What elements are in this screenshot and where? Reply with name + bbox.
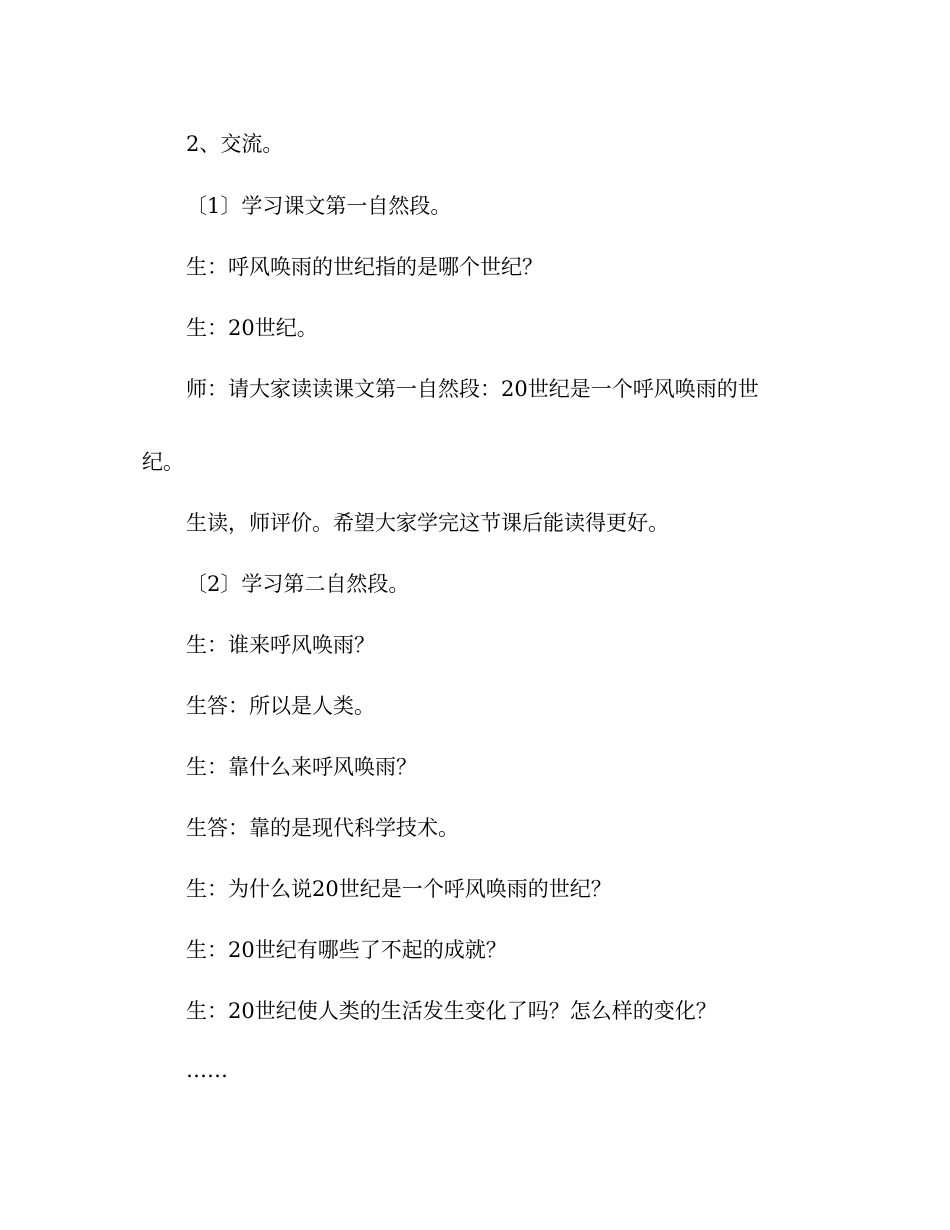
dialogue-line: 生：20世纪使人类的生活发生变化了吗？怎么样的变化？: [186, 999, 717, 1023]
dialogue-line: 生：20世纪有哪些了不起的成就？: [186, 938, 507, 962]
section-heading-2: 〔2〕学习第二自然段。: [186, 572, 410, 596]
ellipsis: ……: [186, 1058, 228, 1082]
dialogue-line: 生：20世纪。: [186, 316, 318, 340]
dialogue-line: 生答：所以是人类。: [186, 694, 375, 718]
paragraph-heading: 2、交流。: [186, 132, 284, 156]
dialogue-line: 生读，师评价。希望大家学完这节课后能读得更好。: [186, 511, 669, 535]
dialogue-line: 生：呼风唤雨的世纪指的是哪个世纪？: [186, 255, 543, 279]
section-heading-1: 〔1〕学习课文第一自然段。: [186, 194, 452, 218]
dialogue-line-continuation: 纪。: [142, 450, 184, 474]
dialogue-line: 生：谁来呼风唤雨？: [186, 633, 375, 657]
dialogue-line: 生：为什么说20世纪是一个呼风唤雨的世纪？: [186, 877, 612, 901]
dialogue-line: 师：请大家读读课文第一自然段：20世纪是一个呼风唤雨的世: [186, 377, 759, 401]
dialogue-line: 生答：靠的是现代科学技术。: [186, 816, 459, 840]
dialogue-line: 生：靠什么来呼风唤雨？: [186, 755, 417, 779]
